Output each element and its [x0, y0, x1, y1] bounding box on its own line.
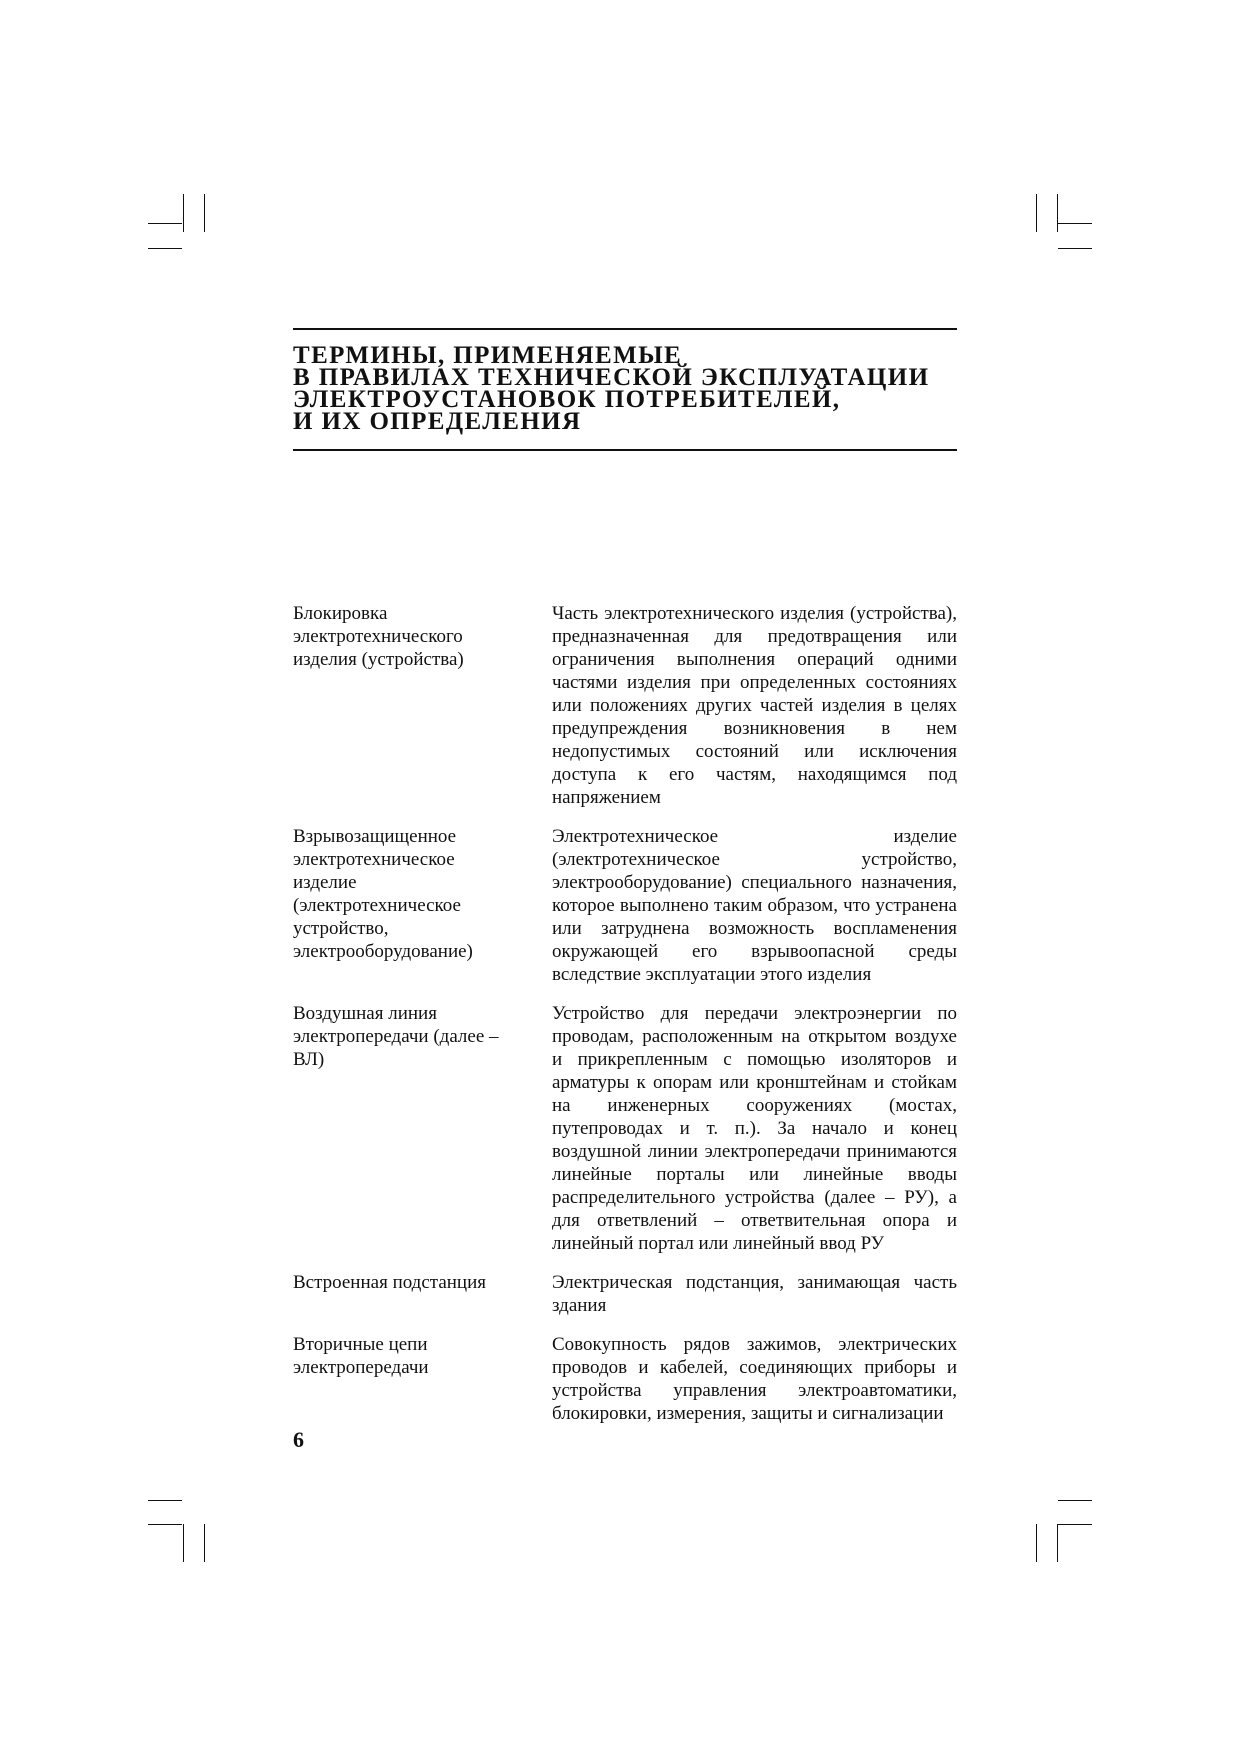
chapter-title-line: И ИХ ОПРЕДЕЛЕНИЯ — [293, 408, 582, 435]
crop-mark-bottom-right-horizontal — [1058, 1500, 1092, 1501]
term-definition: Часть электротехнического изделия (устройства), предназначенная для предотвращения или ограничения выполнения операций одними частями изделия при определенных состояниях или положениях других частей изделия в целях предупреждения возникновения в нем недопустимых состояний или исключения доступа к его частям, находящимся под напряжением — [552, 603, 957, 808]
term-name: Встроенная подстанция — [293, 1272, 486, 1293]
crop-mark-top-right-horizontal — [1058, 223, 1092, 224]
crop-mark-bottom-right-vertical-1 — [1036, 1524, 1037, 1562]
chapter-title — [293, 328, 957, 451]
term-definition: Совокупность рядов зажимов, электрических проводов и кабелей, соединяющих приборы и устройства управления электроавтоматики, блокировки, измерения, защиты и сигнализации — [552, 1334, 957, 1424]
term-definition: Электротехническое изделие (электротехническое устройство, электрооборудование) специального назначения, которое выполнено таким образом, что устранена или затруднена возможность воспламенения окружающей его взрывоопасной среды вследствие эксплуатации этого изделия — [552, 826, 957, 985]
crop-mark-bottom-left-vertical-2 — [204, 1524, 205, 1562]
chapter-title-line: ТЕРМИНЫ, ПРИМЕНЯЕМЫЕ — [293, 342, 683, 369]
crop-mark-bottom-left-vertical-1 — [183, 1524, 184, 1562]
crop-mark-top-right-vertical-1 — [1036, 194, 1037, 232]
term-name: Воздушная линия электропередачи (далее – ВЛ) — [293, 1003, 499, 1070]
crop-mark-top-right-vertical-2 — [1057, 194, 1058, 232]
crop-mark-top-left-vertical-2 — [204, 194, 205, 232]
crop-mark-top-right-horizontal-2 — [1058, 248, 1092, 249]
term-entry — [293, 1271, 957, 1317]
term-definition: Устройство для передачи электроэнергии по проводам, расположенным на открытом воздухе и прикрепленным с помощью изоляторов и арматуры к опорам или кронштейнам и стойкам на инженерных сооружениях (мостах, путепроводах и т. п.). За начало и конец воздушной линии электропередачи принимаются линейные порталы или линейные вводы распределительного устройства (далее – РУ), а для ответвлений – ответвительная опора и линейный портал или линейный ввод РУ — [552, 1003, 957, 1254]
term-definition: Электрическая подстанция, занимающая часть здания — [552, 1272, 957, 1316]
chapter-title-line: ЭЛЕКТРОУСТАНОВОК ПОТРЕБИТЕЛЕЙ, — [293, 386, 841, 413]
crop-mark-top-left-horizontal-2 — [148, 248, 182, 249]
term-entry — [293, 602, 957, 809]
crop-mark-bottom-right-vertical-2 — [1057, 1524, 1058, 1562]
crop-mark-top-left-vertical-1 — [183, 194, 184, 232]
page-number: 6 — [293, 1427, 304, 1452]
term-name: Вторичные цепи электропередачи — [293, 1334, 429, 1378]
chapter-title-line: В ПРАВИЛАХ ТЕХНИЧЕСКОЙ ЭКСПЛУАТАЦИИ — [293, 364, 930, 391]
term-entry — [293, 1333, 957, 1425]
crop-mark-top-left-horizontal — [148, 223, 182, 224]
crop-mark-bottom-right-horizontal-2 — [1058, 1524, 1092, 1525]
term-name: Взрывозащищенное электротехническое изделие (электротехническое устройство, электрооборудование) — [293, 826, 473, 962]
crop-mark-bottom-left-horizontal-2 — [148, 1524, 182, 1525]
terms-list — [293, 602, 957, 1441]
term-entry — [293, 1002, 957, 1255]
crop-mark-bottom-left-horizontal — [148, 1500, 182, 1501]
term-name: Блокировка электротехнического изделия (устройства) — [293, 603, 464, 670]
term-entry — [293, 825, 957, 986]
